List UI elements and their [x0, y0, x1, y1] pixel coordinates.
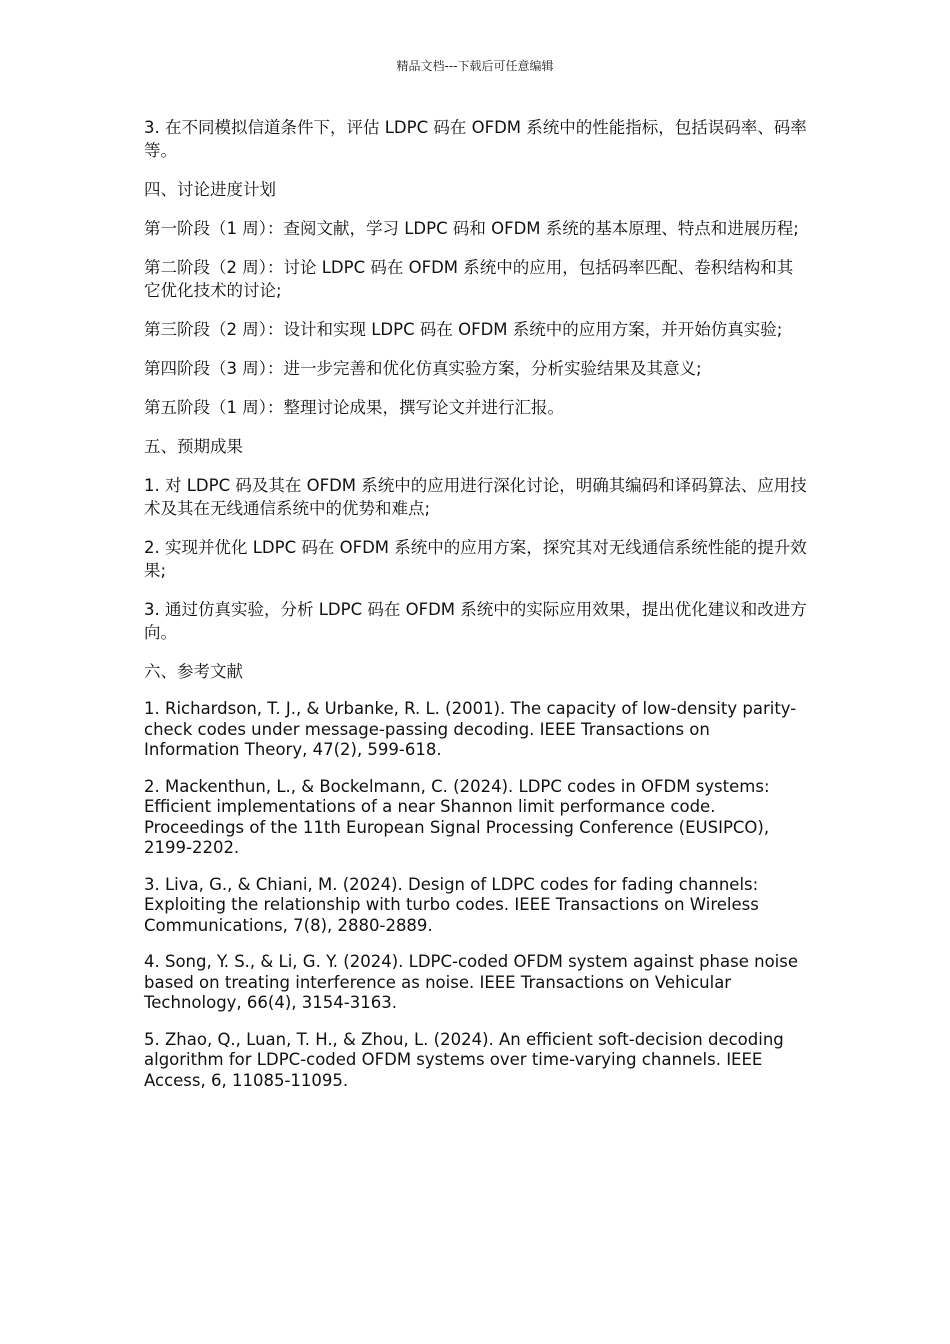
- section-heading-outcomes: 五、预期成果: [144, 437, 243, 456]
- section-heading-references: 六、参考文献: [144, 662, 243, 681]
- schedule-phase-5: 第五阶段（1 周）：整理讨论成果，撰写论文并进行汇报。: [144, 398, 564, 417]
- schedule-phase-3: 第三阶段（2 周）：设计和实现 LDPC 码在 OFDM 系统中的应用方案，并开始仿真实验;: [144, 320, 783, 339]
- eval-item-3: 3. 在不同模拟信道条件下，评估 LDPC 码在 OFDM 系统中的性能指标，包括误码率、码率等。: [144, 118, 807, 160]
- reference-item: 4. Song, Y. S., & Li, G. Y. (2024). LDPC-coded OFDM system against phase noise based on treating interference as noise. IEEE Transactions on Vehicular Technology, 66(4), 3154-3163.: [144, 952, 799, 1012]
- schedule-phase-1: 第一阶段（1 周）：查阅文献，学习 LDPC 码和 OFDM 系统的基本原理、特点和进展历程;: [144, 219, 799, 238]
- outcome-item-3: 3. 通过仿真实验，分析 LDPC 码在 OFDM 系统中的实际应用效果，提出优化建议和改进方向。: [144, 600, 807, 642]
- schedule-phase-4: 第四阶段（3 周）：进一步完善和优化仿真实验方案，分析实验结果及其意义;: [144, 359, 702, 378]
- reference-item: 1. Richardson, T. J., & Urbanke, R. L. (2001). The capacity of low-density parity-check codes under message-passing decoding. IEEE Transactions on Information Theory, 47(2), 599-618.: [144, 699, 797, 759]
- outcome-item-1: 1. 对 LDPC 码及其在 OFDM 系统中的应用进行深化讨论，明确其编码和译码算法、应用技术及其在无线通信系统中的优势和难点;: [144, 476, 807, 518]
- section-heading-schedule: 四、讨论进度计划: [144, 180, 276, 199]
- reference-item: 3. Liva, G., & Chiani, M. (2024). Design of LDPC codes for fading channels: Exploiting the relationship with turbo codes. IEEE Transactions on Wireless Communications, 7(8), 2880-2889.: [144, 874, 759, 935]
- schedule-phase-2: 第二阶段（2 周）：讨论 LDPC 码在 OFDM 系统中的应用，包括码率匹配、卷积结构和其它优化技术的讨论;: [144, 258, 794, 300]
- reference-item: 5. Zhao, Q., Luan, T. H., & Zhou, L. (2024). An efficient soft-decision decoding algorithm for LDPC-coded OFDM systems over time-varying channels. IEEE Access, 6, 11085-11095.: [144, 1029, 784, 1090]
- page-header: 精品文档---下载后可任意编辑: [396, 59, 554, 73]
- reference-item: 2. Mackenthun, L., & Bockelmann, C. (2024). LDPC codes in OFDM systems: Efficient implementations of a near Shannon limit performance code. Proceedings of the 11th European Signal Processing Conference (EUSIPCO), 2199-2202.: [144, 776, 770, 857]
- document-body: [144, 116, 808, 1107]
- outcome-item-2: 2. 实现并优化 LDPC 码在 OFDM 系统中的应用方案，探究其对无线通信系统性能的提升效果;: [144, 538, 807, 580]
- reference-list: [144, 699, 808, 1091]
